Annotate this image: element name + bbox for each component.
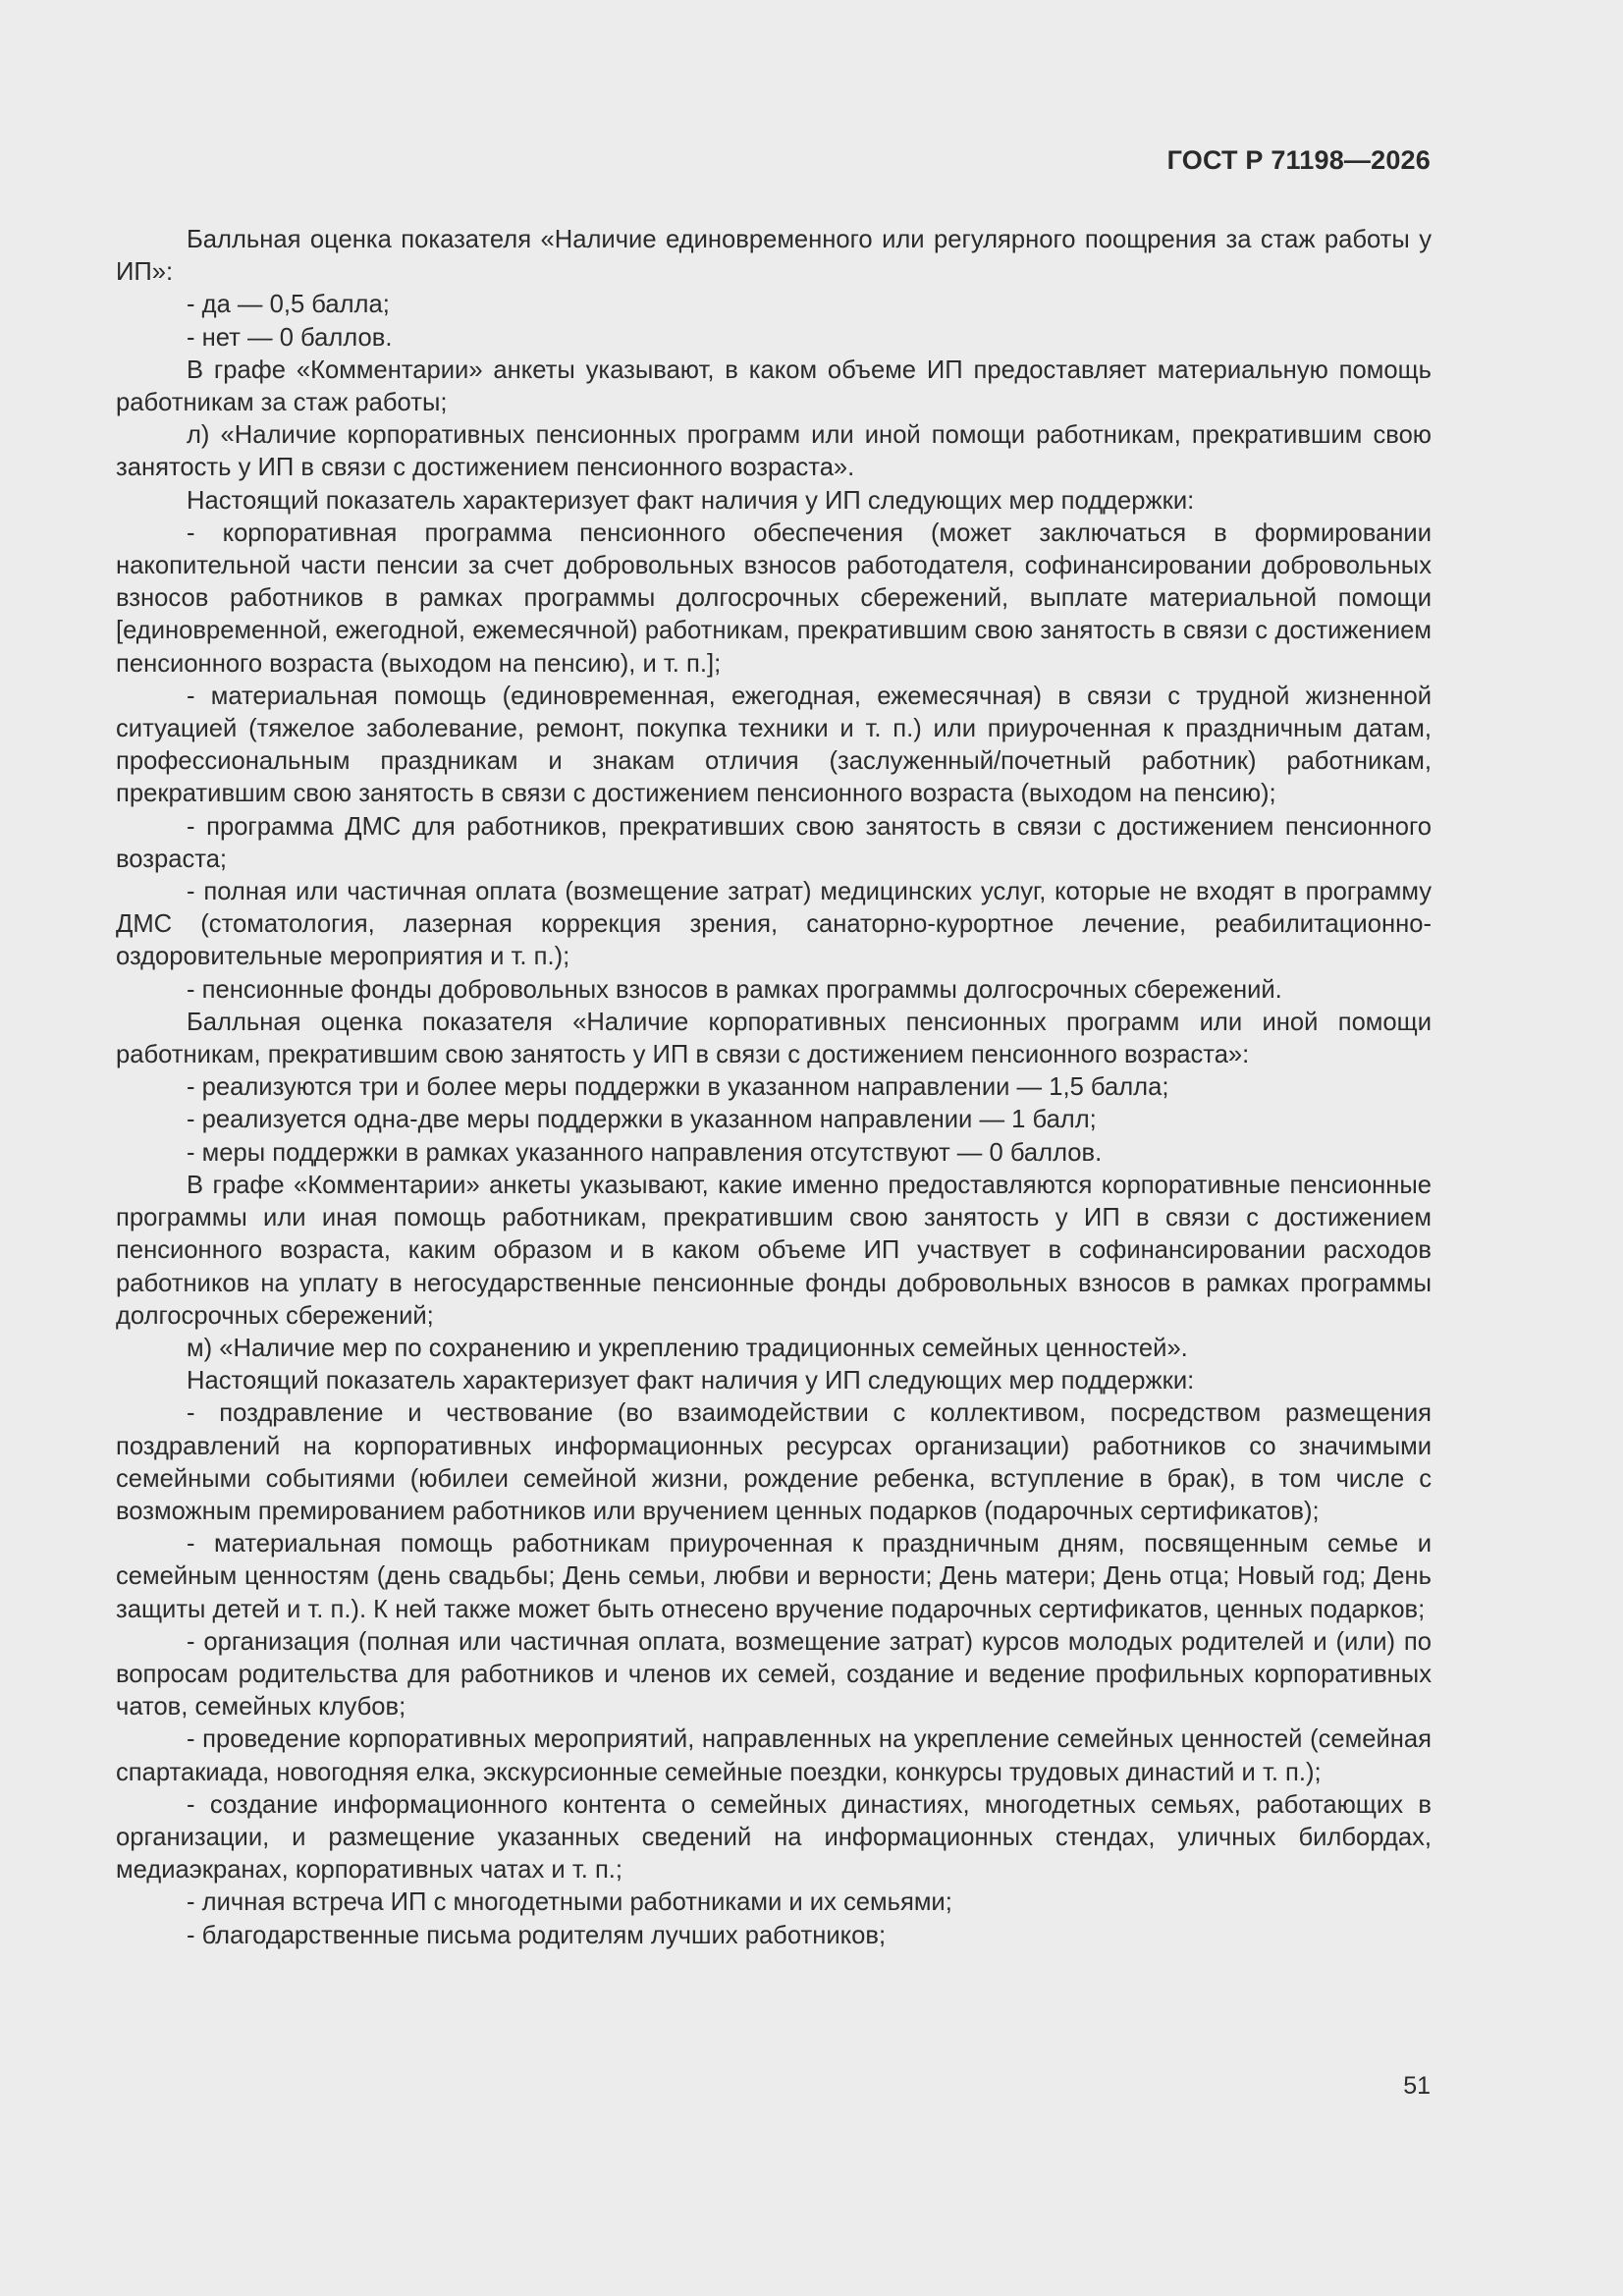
paragraph: Балльная оценка показателя «Наличие единовременного или регулярного поощрения за стаж работы у ИП»: [116, 226, 1432, 287]
page-number: 51 [1403, 2072, 1431, 2100]
list-item: - организация (полная или частичная оплата, возмещение затрат) курсов молодых родителей и (или) по вопросам родительства для работников и членов их семей, создание и ведение профильных корпоративных чатов, семейных клубов; [116, 1627, 1432, 1722]
paragraph: В графе «Комментарии» анкеты указывают, какие именно предоставляются корпоративные пенсионные программы или иная помощь работникам, прекратившим свою занятость у ИП в связи с достижением пенсионного возраста, каким образом и в каком объеме ИП участвует в софинансировании расходов работников на уплату в негосударственные пенсионные фонды добровольных взносов в рамках программы долгосрочных сбережений; [116, 1171, 1432, 1330]
paragraph: Балльная оценка показателя «Наличие корпоративных пенсионных программ или иной помощи работникам, прекратившим свою занятость у ИП в связи с достижением пенсионного возраста»: [116, 1008, 1432, 1069]
list-item: - корпоративная программа пенсионного обеспечения (может заключаться в формировании накопительной части пенсии за счет добровольных взносов работодателя, софинансировании добровольных взносов работников в рамках программы долгосрочных сбережений, выплате материальной помощи [единовременной, ежегодной, ежемесячной) работникам, прекратившим свою занятость в связи с достижением пенсионного возраста (выходом на пенсию), и т. п.]; [116, 519, 1432, 678]
paragraph: л) «Наличие корпоративных пенсионных программ или иной помощи работникам, прекратившим свою занятость у ИП в связи с достижением пенсионного возраста». [116, 421, 1432, 482]
paragraph: м) «Наличие мер по сохранению и укреплению традиционных семейных ценностей». [187, 1334, 1188, 1362]
list-item: - программа ДМС для работников, прекративших свою занятость в связи с достижением пенсионного возраста; [116, 812, 1432, 873]
body-text [116, 224, 1432, 1952]
list-item: - поздравление и чествование (во взаимодействии с коллективом, посредством размещения поздравлений на корпоративных информационных ресурсах организации) работников со значимыми семейными событиями (юбилеи семейной жизни, рождение ребенка, вступление в брак), в том числе с возможным премированием работников или вручением ценных подарков (подарочных сертификатов); [116, 1399, 1432, 1525]
list-item: - нет — 0 баллов. [187, 323, 393, 352]
list-item: - проведение корпоративных мероприятий, направленных на укрепление семейных ценностей (семейная спартакиада, новогодняя елка, экскурсионные семейные поездки, конкурсы трудовых династий и т. п.); [116, 1725, 1432, 1786]
list-item: - реализуется одна-две меры поддержки в указанном направлении — 1 балл; [187, 1106, 1097, 1134]
paragraph: В графе «Комментарии» анкеты указывают, в каком объеме ИП предоставляет материальную помощь работникам за стаж работы; [116, 355, 1432, 417]
list-item: - материальная помощь работникам приуроченная к праздничным дням, посвященным семье и семейным ценностям (день свадьбы; День семьи, любви и верности; День матери; День отца; Новый год; День защиты детей и т. п.). К ней также может быть отнесено вручение подарочных сертификатов, ценных подарков; [116, 1530, 1432, 1623]
list-item: - личная встреча ИП с многодетными работниками и их семьями; [187, 1888, 952, 1917]
list-item: - материальная помощь (единовременная, ежегодная, ежемесячная) в связи с трудной жизненной ситуацией (тяжелое заболевание, ремонт, покупка техники и т. п.) или приуроченная к праздничным датам, профессиональным праздникам и знакам отличия (заслуженный/почетный работник) работникам, прекратившим свою занятость в связи с достижением пенсионного возраста (выходом на пенсию); [116, 682, 1432, 808]
list-item: - полная или частичная оплата (возмещение затрат) медицинских услуг, которые не входят в программу ДМС (стоматология, лазерная коррекция зрения, санаторно-курортное лечение, реабилитационно-оздоровительные мероприятия и т. п.); [116, 878, 1432, 971]
document-code-header: ГОСТ Р 71198—2026 [1166, 145, 1431, 175]
list-item: - меры поддержки в рамках указанного направления отсутствуют — 0 баллов. [187, 1138, 1103, 1167]
list-item: - пенсионные фонды добровольных взносов в рамках программы долгосрочных сбережений. [187, 975, 1282, 1004]
paragraph: Настоящий показатель характеризует факт наличия у ИП следующих мер поддержки: [187, 486, 1195, 515]
list-item: - да — 0,5 балла; [187, 291, 390, 319]
list-item: - благодарственные письма родителям лучших работников; [187, 1921, 887, 1949]
list-item: - реализуются три и более меры поддержки в указанном направлении — 1,5 балла; [187, 1073, 1169, 1102]
list-item: - создание информационного контента о семейных династиях, многодетных семьях, работающих в организации, и размещение указанных сведений на информационных стендах, уличных билбордах, медиаэкранах, корпоративных чатах и т. п.; [116, 1790, 1432, 1885]
paragraph: Настоящий показатель характеризует факт наличия у ИП следующих мер поддержки: [187, 1367, 1195, 1395]
